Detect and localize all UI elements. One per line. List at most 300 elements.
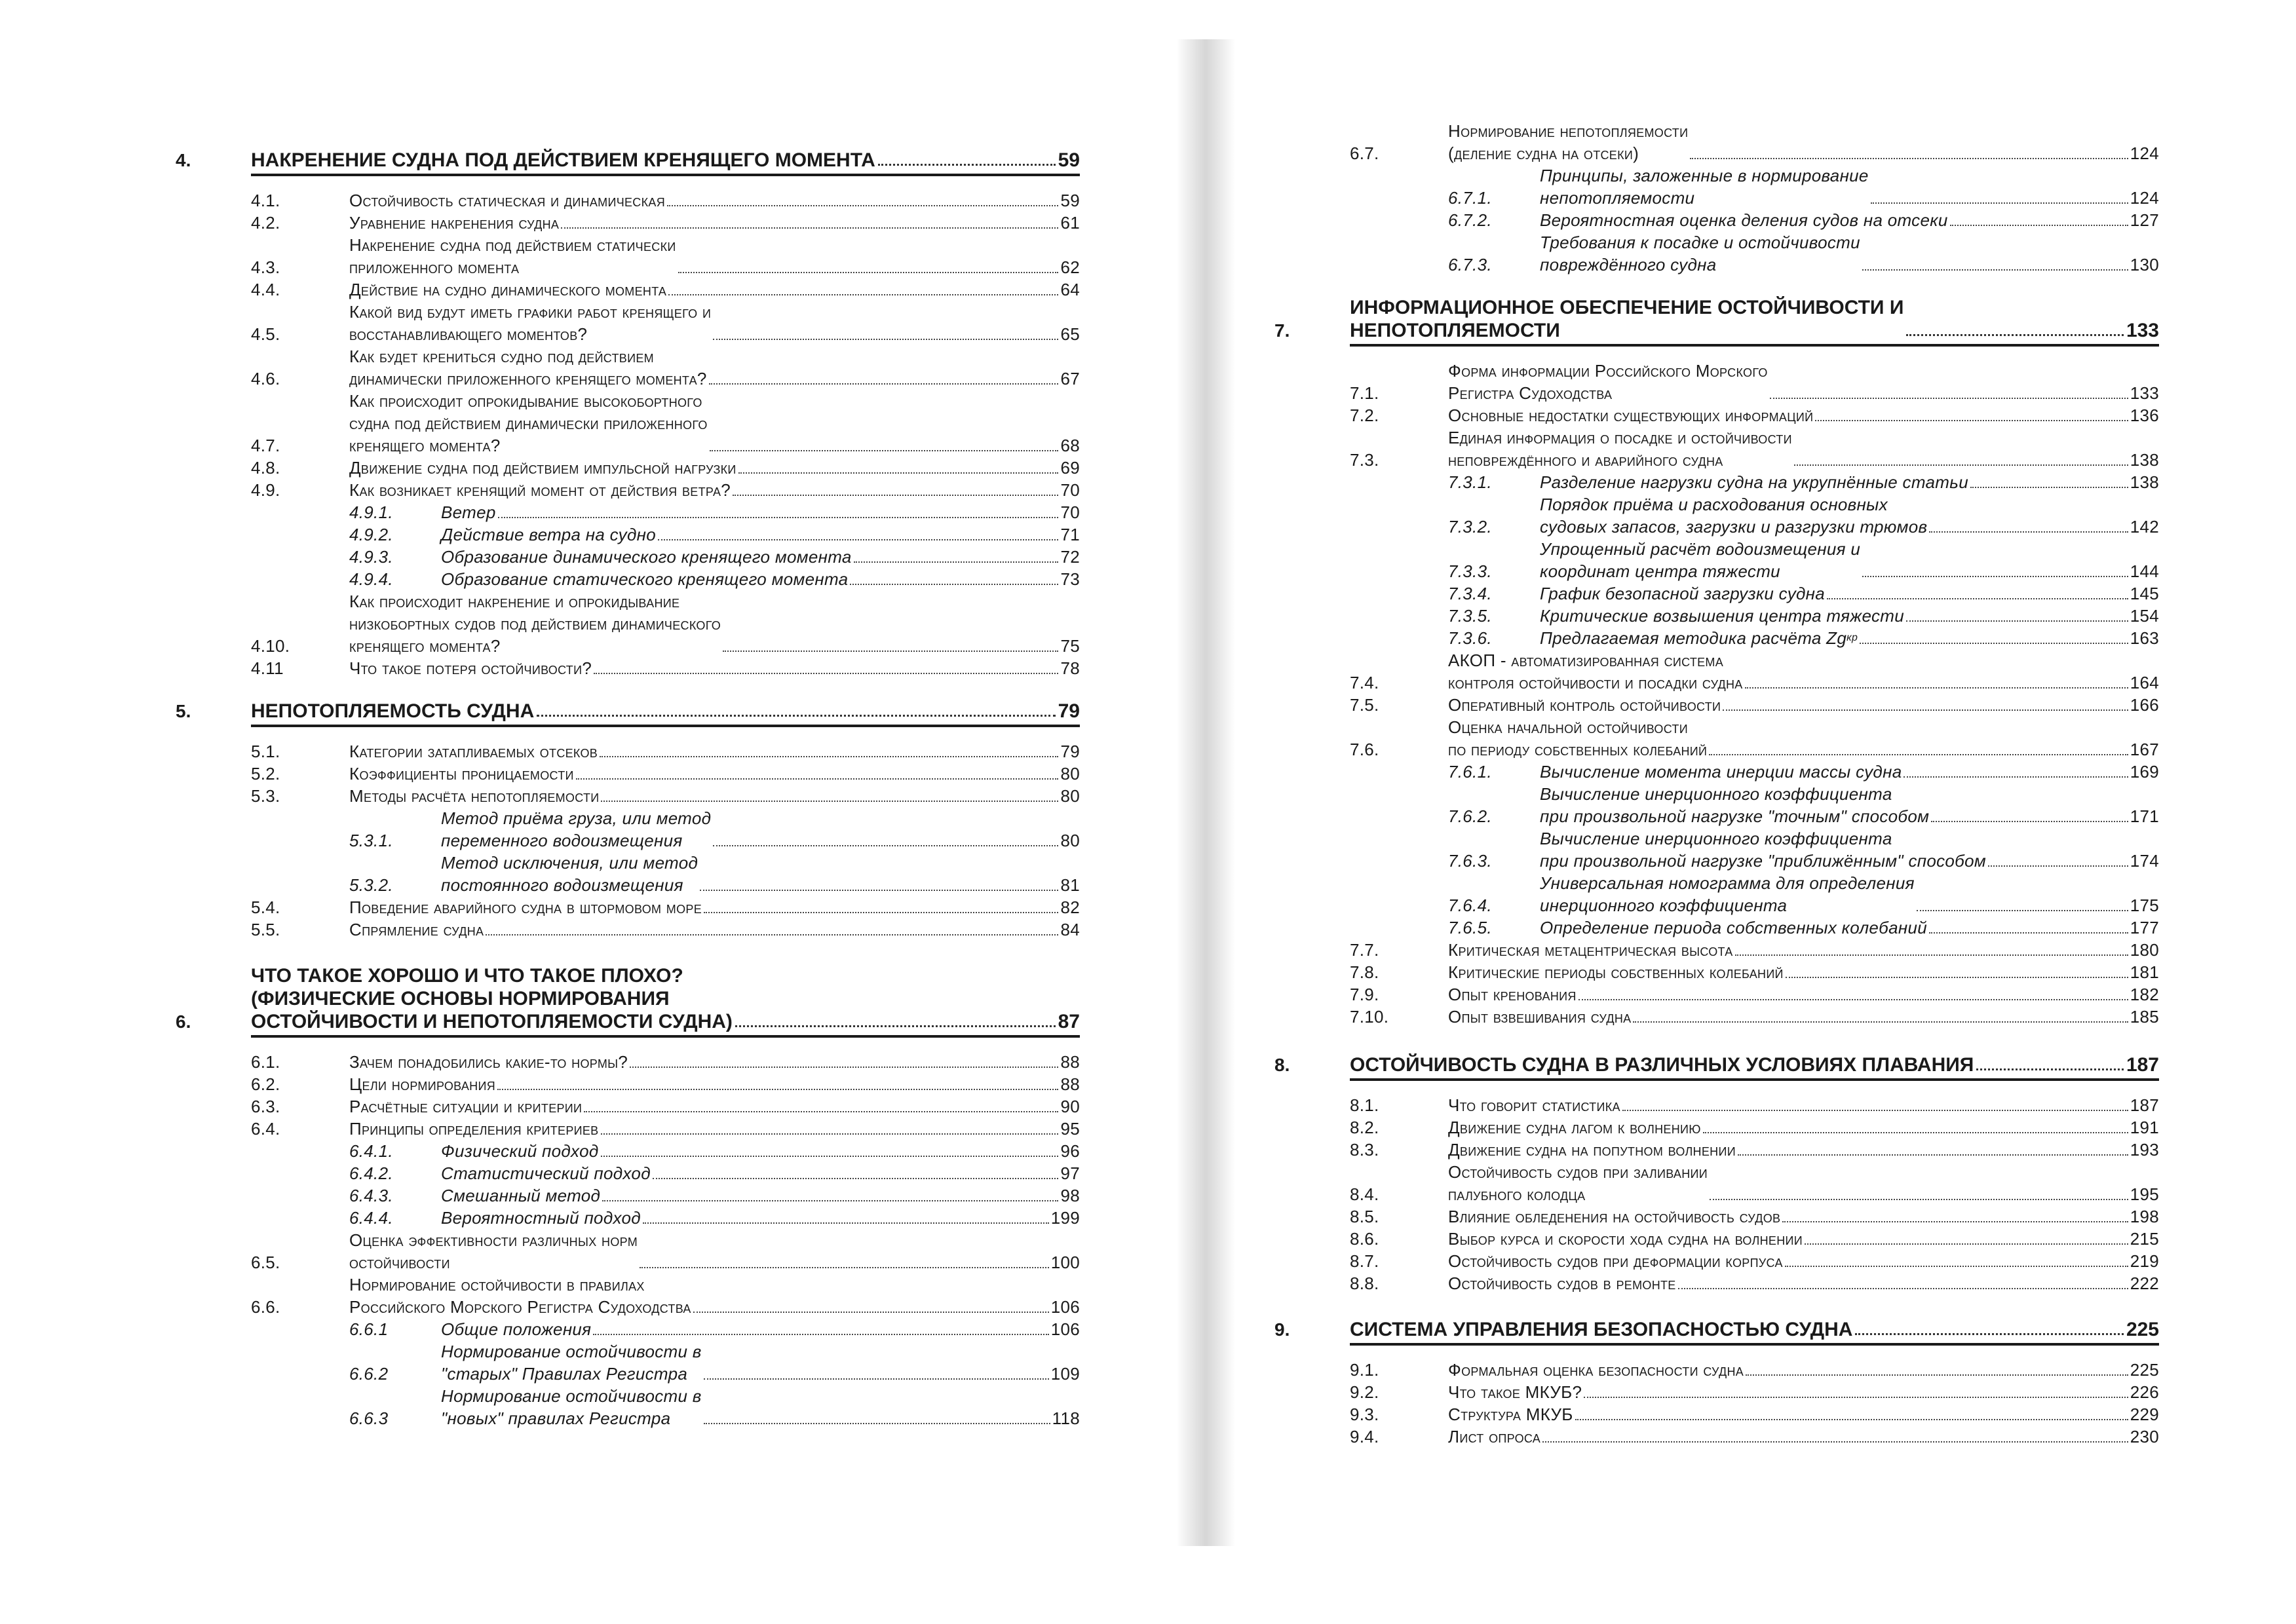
entry-number: 7.6.4. bbox=[1448, 896, 1492, 915]
chapter-entries bbox=[251, 1051, 1080, 1429]
entry-title: Как происходит опрокидывание высокобортного судна под действием динамически приложенного кренящего момента? bbox=[349, 391, 708, 455]
entry-number: 7.6.3. bbox=[1448, 851, 1492, 871]
entry-page-number: 177 bbox=[2130, 918, 2159, 937]
toc-section-entry bbox=[1350, 1272, 2159, 1294]
chapter-heading bbox=[1274, 1318, 2159, 1341]
entry-number: 9.2. bbox=[1350, 1382, 1379, 1402]
dot-leader bbox=[738, 472, 1059, 474]
toc-subsection-entry bbox=[251, 1318, 1080, 1340]
entry-number: 7.3.3. bbox=[1448, 561, 1492, 581]
entry-page-number: 142 bbox=[2130, 517, 2159, 537]
dot-leader bbox=[704, 1378, 1049, 1380]
entry-title: Что такое потеря остойчивости? bbox=[349, 658, 592, 678]
entry-number: 6.4. bbox=[251, 1119, 280, 1139]
entry-page-number: 97 bbox=[1060, 1163, 1080, 1183]
dot-leader bbox=[1931, 821, 2128, 822]
entry-number: 9.4. bbox=[1350, 1427, 1379, 1446]
dot-leader bbox=[1988, 865, 2128, 867]
entry-number: 4.7. bbox=[251, 436, 280, 455]
toc-section-entry bbox=[251, 1274, 1080, 1318]
toc-section-entry bbox=[1350, 1381, 2159, 1403]
chapter-underline bbox=[1350, 1078, 2159, 1081]
toc-subsection-entry bbox=[251, 1184, 1080, 1207]
toc-chapter bbox=[176, 964, 1080, 1429]
toc-subsection-entry bbox=[251, 1140, 1080, 1162]
chapter-title: ЧТО ТАКОЕ ХОРОШО И ЧТО ТАКОЕ ПЛОХО? (ФИЗИЧЕСКИЕ ОСНОВЫ НОРМИРОВАНИЯ ОСТОЙЧИВОСТИ И НЕПОТОПЛЯЕМОСТИ СУДНА) bbox=[251, 965, 733, 1032]
dot-leader bbox=[850, 584, 1058, 585]
entry-title: Критические возвышения центра тяжести bbox=[1540, 606, 1904, 626]
entry-number: 7.5. bbox=[1350, 695, 1379, 715]
toc-section-entry bbox=[251, 479, 1080, 501]
entry-page-number: 193 bbox=[2130, 1140, 2159, 1160]
entry-number: 6.4.2. bbox=[349, 1163, 393, 1183]
entry-page-number: 185 bbox=[2130, 1007, 2159, 1027]
toc-section-entry bbox=[1350, 649, 2159, 694]
dot-leader bbox=[561, 227, 1058, 229]
entry-page-number: 226 bbox=[2130, 1382, 2159, 1402]
entry-title: Накренение судна под действием статически приложенного момента bbox=[349, 235, 676, 277]
dot-leader bbox=[1542, 1441, 2128, 1443]
entry-title: Метод исключения, или метод постоянного водоизмещения bbox=[441, 853, 698, 895]
entry-page-number: 171 bbox=[2130, 806, 2159, 826]
entry-page-number: 130 bbox=[2130, 255, 2159, 274]
dot-leader bbox=[1782, 1221, 2128, 1222]
entry-page-number: 222 bbox=[2130, 1274, 2159, 1293]
dot-leader bbox=[601, 801, 1058, 802]
entry-number: 6.2. bbox=[251, 1074, 280, 1094]
toc-section-entry bbox=[1350, 1403, 2159, 1426]
entry-page-number: 133 bbox=[2130, 383, 2159, 403]
entry-title: Образование статического кренящего момента bbox=[441, 569, 849, 589]
dot-leader bbox=[1976, 1068, 2124, 1070]
toc-section-entry bbox=[251, 740, 1080, 763]
chapter-page-number: 133 bbox=[2126, 320, 2159, 341]
dot-leader bbox=[593, 1334, 1048, 1335]
entry-title: Нормирование непотопляемости (деление судна на отсеки) bbox=[1448, 121, 1689, 163]
entry-title: Остойчивость судов при заливании палубного колодца bbox=[1448, 1162, 1708, 1204]
entry-number: 4.2. bbox=[251, 213, 280, 233]
dot-leader bbox=[1862, 269, 2128, 271]
dot-leader bbox=[1584, 1397, 2128, 1398]
toc-subsection-entry bbox=[1350, 209, 2159, 231]
toc-subsection-entry bbox=[1350, 164, 2159, 209]
entry-page-number: 166 bbox=[2130, 695, 2159, 715]
dot-leader bbox=[878, 164, 1056, 166]
toc-section-entry bbox=[251, 234, 1080, 278]
chapter-entries bbox=[1350, 360, 2159, 1028]
entry-title: Смешанный метод bbox=[441, 1186, 601, 1205]
toc-section-entry bbox=[1350, 1250, 2159, 1272]
entry-page-number: 230 bbox=[2130, 1427, 2159, 1446]
dot-leader bbox=[854, 561, 1059, 563]
toc-subsection-entry bbox=[1350, 493, 2159, 538]
toc-section-entry bbox=[1350, 1161, 2159, 1205]
dot-leader bbox=[658, 539, 1058, 540]
entry-title: Требования к посадке и остойчивости повреждённого судна bbox=[1540, 233, 1860, 274]
entry-page-number: 79 bbox=[1060, 742, 1080, 761]
entry-page-number: 100 bbox=[1050, 1253, 1080, 1272]
entry-title: Общие положения bbox=[441, 1319, 592, 1339]
entry-title: АКОП - автоматизированная система контроля остойчивости и посадки судна bbox=[1448, 651, 1743, 692]
entry-number: 7.3.5. bbox=[1448, 606, 1492, 626]
entry-number: 6.4.1. bbox=[349, 1141, 393, 1161]
dot-leader bbox=[1860, 643, 2128, 644]
toc-subsection-entry bbox=[1350, 538, 2159, 582]
entry-title: Метод приёма груза, или метод переменного водоизмещения bbox=[441, 808, 712, 850]
entry-page-number: 106 bbox=[1050, 1319, 1080, 1339]
toc-section-entry bbox=[251, 1095, 1080, 1118]
entry-number: 4.9.2. bbox=[349, 525, 393, 544]
entry-number: 6.1. bbox=[251, 1052, 280, 1072]
entry-page-number: 180 bbox=[2130, 940, 2159, 960]
dot-leader bbox=[576, 778, 1059, 780]
entry-title: Форма информации Российского Морского Регистра Судоходства bbox=[1448, 361, 1768, 403]
chapter-number: 8. bbox=[1274, 1055, 1290, 1075]
entry-page-number: 71 bbox=[1060, 525, 1080, 544]
entry-number: 7.3.1. bbox=[1448, 472, 1492, 492]
entry-number: 8.2. bbox=[1350, 1118, 1379, 1137]
dot-leader bbox=[537, 715, 1055, 717]
entry-title: Выбор курса и скорости хода судна на волнении bbox=[1448, 1229, 1803, 1249]
chapter-entries bbox=[1350, 1094, 2159, 1294]
entry-title: Спрямление судна bbox=[349, 920, 484, 939]
dot-leader bbox=[1906, 334, 2124, 336]
dot-leader bbox=[498, 517, 1059, 518]
dot-leader bbox=[1703, 1132, 2128, 1133]
entry-title: Опыт взвешивания судна bbox=[1448, 1007, 1632, 1027]
entry-number: 4.9. bbox=[251, 480, 280, 500]
entry-page-number: 62 bbox=[1060, 257, 1080, 277]
chapter-underline bbox=[1350, 344, 2159, 347]
entry-title: Единая информация о посадке и остойчивости неповреждённого и аварийного судна bbox=[1448, 428, 1792, 470]
entry-title: Основные недостатки существующих информаций bbox=[1448, 406, 1814, 425]
toc-subsection-entry bbox=[251, 568, 1080, 590]
chapter-entries bbox=[251, 740, 1080, 941]
entry-page-number: 175 bbox=[2130, 896, 2159, 915]
entry-title: Предлагаемая методика расчёта Zg bbox=[1540, 628, 1847, 648]
entry-page-number: 80 bbox=[1060, 831, 1080, 850]
entry-title: Вероятностный подход bbox=[441, 1208, 641, 1228]
dot-leader bbox=[1723, 709, 2128, 711]
toc-section-entry bbox=[1350, 120, 2159, 164]
entry-title: Влияние обледенения на остойчивость судов bbox=[1448, 1207, 1781, 1226]
entry-title: Порядок приёма и расходования основных судовых запасов, загрузки и разгрузки трюмов bbox=[1540, 495, 1928, 537]
entry-title: Остойчивость статическая и динамическая bbox=[349, 191, 665, 210]
dot-leader bbox=[497, 1089, 1058, 1090]
dot-leader bbox=[1770, 398, 2128, 399]
toc-section-entry bbox=[251, 390, 1080, 457]
entry-page-number: 127 bbox=[2130, 210, 2159, 230]
entry-number: 7.6.5. bbox=[1448, 918, 1492, 937]
entry-page-number: 163 bbox=[2130, 628, 2159, 648]
entry-page-number: 195 bbox=[2130, 1184, 2159, 1204]
toc-section-entry bbox=[1350, 716, 2159, 761]
dot-leader bbox=[486, 934, 1058, 935]
entry-number: 6.4.4. bbox=[349, 1208, 393, 1228]
entry-number: 7.3. bbox=[1350, 450, 1379, 470]
entry-number: 6.4.3. bbox=[349, 1186, 393, 1205]
dot-leader bbox=[1970, 487, 2128, 488]
entry-title: Структура МКУБ bbox=[1448, 1405, 1573, 1424]
entry-title: Формальная оценка безопасности судна bbox=[1448, 1360, 1744, 1380]
dot-leader bbox=[668, 294, 1058, 295]
dot-leader bbox=[710, 450, 1059, 451]
entry-page-number: 70 bbox=[1060, 502, 1080, 522]
dot-leader bbox=[1917, 910, 2128, 911]
entry-page-number: 81 bbox=[1060, 875, 1080, 895]
entry-number: 7.10. bbox=[1350, 1007, 1389, 1027]
entry-title: Вычисление момента инерции массы судна bbox=[1540, 762, 1902, 782]
entry-number: 4.9.3. bbox=[349, 547, 393, 567]
entry-page-number: 174 bbox=[2130, 851, 2159, 871]
chapter-heading bbox=[176, 964, 1080, 1033]
toc-subsection-entry bbox=[1350, 605, 2159, 627]
dot-leader bbox=[640, 1267, 1049, 1268]
entry-page-number: 68 bbox=[1060, 436, 1080, 455]
entry-number: 7.2. bbox=[1350, 406, 1379, 425]
toc-section-entry bbox=[251, 212, 1080, 234]
entry-number: 9.1. bbox=[1350, 1360, 1379, 1380]
toc-subsection-entry bbox=[1350, 471, 2159, 493]
entry-page-number: 70 bbox=[1060, 480, 1080, 500]
entry-title: Категории затапливаемых отсеков bbox=[349, 742, 598, 761]
entry-title: Критическая метацентрическая высота bbox=[1448, 940, 1733, 960]
toc-subsection-entry bbox=[251, 546, 1080, 568]
entry-page-number: 80 bbox=[1060, 786, 1080, 806]
toc-subsection-entry bbox=[251, 807, 1080, 852]
entry-number: 7.6. bbox=[1350, 740, 1379, 759]
entry-title: Нормирование остойчивости в правилах Российского Морского Регистра Судоходства bbox=[349, 1275, 691, 1317]
dot-leader bbox=[704, 1423, 1050, 1424]
toc-section-entry bbox=[251, 301, 1080, 345]
dot-leader bbox=[1794, 464, 2128, 466]
entry-title: Движение судна лагом к волнению bbox=[1448, 1118, 1701, 1137]
toc-chapter bbox=[176, 700, 1080, 941]
dot-leader bbox=[1735, 954, 2128, 956]
toc-section-entry bbox=[1350, 404, 2159, 426]
toc-subsection-entry bbox=[1350, 872, 2159, 916]
dot-leader bbox=[704, 912, 1058, 913]
toc-section-entry bbox=[251, 657, 1080, 679]
chapter-number: 6. bbox=[176, 1011, 191, 1032]
entry-number: 8.8. bbox=[1350, 1274, 1379, 1293]
toc-section-entry bbox=[1350, 939, 2159, 961]
toc-chapter bbox=[176, 149, 1080, 679]
entry-title: Зачем понадобились какие-то нормы? bbox=[349, 1052, 628, 1072]
entry-page-number: 67 bbox=[1060, 369, 1080, 388]
entry-number: 7.1. bbox=[1350, 383, 1379, 403]
toc-section-entry bbox=[251, 1229, 1080, 1274]
chapter-underline bbox=[251, 1035, 1080, 1038]
entry-page-number: 69 bbox=[1060, 458, 1080, 478]
entry-number: 6.6. bbox=[251, 1297, 280, 1317]
entry-number: 6.6.2 bbox=[349, 1364, 389, 1384]
entry-title: Вычисление инерционного коэффициента при произвольной нагрузке "приближённым" способом bbox=[1540, 829, 1986, 871]
entry-title: Как будет крениться судно под действием динамически приложенного кренящего момента? bbox=[349, 347, 707, 388]
entry-number: 7.6.2. bbox=[1448, 806, 1492, 826]
entry-title: Оценка эффективности различных норм остойчивости bbox=[349, 1230, 638, 1272]
entry-page-number: 138 bbox=[2130, 472, 2159, 492]
entry-page-number: 136 bbox=[2130, 406, 2159, 425]
entry-number: 4.9.1. bbox=[349, 502, 393, 522]
chapter-title: СИСТЕМА УПРАВЛЕНИЯ БЕЗОПАСНОСТЬЮ СУДНА bbox=[1350, 1319, 1853, 1340]
toc-section-entry bbox=[251, 918, 1080, 941]
entry-number: 6.6.3 bbox=[349, 1408, 389, 1428]
entry-title: Уравнение накренения судна bbox=[349, 213, 560, 233]
chapter-number: 4. bbox=[176, 150, 191, 170]
dot-leader bbox=[733, 495, 1058, 496]
entry-number: 4.3. bbox=[251, 257, 280, 277]
entry-title: Остойчивость судов в ремонте bbox=[1448, 1274, 1676, 1293]
chapter-heading bbox=[1274, 296, 2159, 342]
dot-leader bbox=[1578, 999, 2128, 1000]
toc-chapter bbox=[1274, 296, 2159, 1028]
toc-section-entry bbox=[1350, 983, 2159, 1006]
entry-number: 5.2. bbox=[251, 764, 280, 784]
chapter-page-number: 187 bbox=[2126, 1054, 2159, 1076]
dot-leader bbox=[630, 1067, 1058, 1068]
toc-section-entry bbox=[1350, 360, 2159, 404]
entry-page-number: 145 bbox=[2130, 584, 2159, 603]
chapter-title: ИНФОРМАЦИОННОЕ ОБЕСПЕЧЕНИЕ ОСТОЙЧИВОСТИ И НЕПОТОПЛЯЕМОСТИ bbox=[1350, 297, 1904, 341]
toc-subsection-entry bbox=[251, 1385, 1080, 1429]
entry-number: 6.5. bbox=[251, 1253, 280, 1272]
entry-page-number: 98 bbox=[1060, 1186, 1080, 1205]
toc-section-entry bbox=[251, 1118, 1080, 1140]
entry-page-number: 215 bbox=[2130, 1229, 2159, 1249]
dot-leader bbox=[1786, 977, 2128, 978]
entry-page-number: 95 bbox=[1060, 1119, 1080, 1139]
book-spine-shadow bbox=[1176, 39, 1235, 1546]
entry-page-number: 78 bbox=[1060, 658, 1080, 678]
entry-page-number: 225 bbox=[2130, 1360, 2159, 1380]
dot-leader bbox=[735, 1025, 1056, 1027]
chapter-title: ОСТОЙЧИВОСТЬ СУДНА В РАЗЛИЧНЫХ УСЛОВИЯХ ПЛАВАНИЯ bbox=[1350, 1054, 1974, 1076]
dot-leader bbox=[653, 1178, 1059, 1179]
entry-page-number: 88 bbox=[1060, 1052, 1080, 1072]
dot-leader bbox=[643, 1222, 1049, 1224]
entry-title: Остойчивость судов при деформации корпуса bbox=[1448, 1251, 1783, 1271]
toc-section-entry bbox=[251, 785, 1080, 807]
chapter-entries bbox=[1350, 1359, 2159, 1448]
entry-number: 7.3.6. bbox=[1448, 628, 1492, 648]
chapter-heading bbox=[176, 700, 1080, 723]
chapter-number: 9. bbox=[1274, 1319, 1290, 1340]
entry-number: 7.9. bbox=[1350, 985, 1379, 1004]
entry-number: 4.4. bbox=[251, 280, 280, 299]
dot-leader bbox=[1815, 420, 2128, 421]
dot-leader bbox=[601, 1156, 1059, 1157]
dot-leader bbox=[1904, 776, 2128, 778]
dot-leader bbox=[1929, 531, 2128, 533]
entry-number: 5.4. bbox=[251, 897, 280, 917]
entry-page-number: 167 bbox=[2130, 740, 2159, 759]
toc-section-entry bbox=[251, 1073, 1080, 1095]
toc-subsection-entry bbox=[251, 1162, 1080, 1184]
entry-page-number: 75 bbox=[1060, 636, 1080, 656]
dot-leader bbox=[1906, 620, 2128, 622]
entry-page-number: 88 bbox=[1060, 1074, 1080, 1094]
dot-leader bbox=[1678, 1288, 2128, 1289]
entry-page-number: 82 bbox=[1060, 897, 1080, 917]
entry-page-number: 199 bbox=[1050, 1208, 1080, 1228]
entry-page-number: 187 bbox=[2130, 1095, 2159, 1115]
entry-title: Физический подход bbox=[441, 1141, 599, 1161]
dot-leader bbox=[667, 205, 1058, 206]
entry-number: 4.11 bbox=[251, 658, 284, 678]
entry-number: 7.8. bbox=[1350, 962, 1379, 982]
toc-section-entry bbox=[1350, 1006, 2159, 1028]
toc-subsection-entry bbox=[1350, 827, 2159, 872]
dot-leader bbox=[600, 756, 1058, 757]
toc-section-entry bbox=[1350, 1139, 2159, 1161]
entry-number: 7.6.1. bbox=[1448, 762, 1492, 782]
toc-section-entry bbox=[251, 1051, 1080, 1073]
entry-title: Определение периода собственных колебаний bbox=[1540, 918, 1927, 937]
dot-leader bbox=[1745, 687, 2128, 689]
toc-subsection-entry bbox=[1350, 761, 2159, 783]
chapter-number: 7. bbox=[1274, 320, 1290, 341]
entry-page-number: 164 bbox=[2130, 673, 2159, 692]
entry-page-number: 80 bbox=[1060, 764, 1080, 784]
dot-leader bbox=[584, 1111, 1058, 1112]
toc-section-entry bbox=[1350, 1116, 2159, 1139]
entry-title: Вероятностная оценка деления судов на отсеки bbox=[1540, 210, 1948, 230]
dot-leader bbox=[1805, 1243, 2128, 1245]
toc-chapter bbox=[1274, 1053, 2159, 1294]
dot-leader bbox=[713, 339, 1058, 340]
entry-title: График безопасной загрузки судна bbox=[1540, 584, 1826, 603]
dot-leader bbox=[1622, 1110, 2128, 1111]
entry-title: Движение судна под действием импульсной нагрузки bbox=[349, 458, 737, 478]
entry-page-number: 65 bbox=[1060, 324, 1080, 344]
toc-section-entry bbox=[1350, 1359, 2159, 1381]
entry-title: Расчётные ситуации и критерии bbox=[349, 1097, 583, 1116]
dot-leader bbox=[1855, 1333, 2123, 1335]
chapter-underline bbox=[251, 725, 1080, 727]
toc-section-entry bbox=[1350, 1426, 2159, 1448]
dot-leader bbox=[1862, 576, 2128, 577]
toc-subsection-entry bbox=[251, 523, 1080, 546]
toc-subsection-entry bbox=[1350, 916, 2159, 939]
chapter-title: НЕПОТОПЛЯЕМОСТЬ СУДНА bbox=[251, 700, 535, 722]
dot-leader bbox=[1929, 932, 2128, 934]
entry-page-number: 72 bbox=[1060, 547, 1080, 567]
entry-title: Нормирование остойчивости в "новых" правилах Регистра bbox=[441, 1386, 702, 1428]
chapter-page-number: 59 bbox=[1058, 149, 1080, 171]
entry-page-number: 64 bbox=[1060, 280, 1080, 299]
entry-title: Разделение нагрузки судна на укрупнённые статьи bbox=[1540, 472, 1968, 492]
dot-leader bbox=[713, 845, 1058, 846]
toc-section-entry bbox=[1350, 1094, 2159, 1116]
entry-title: Методы расчёта непотопляемости bbox=[349, 786, 600, 806]
entry-title: Нормирование остойчивости в "старых" Правилах Регистра bbox=[441, 1342, 702, 1384]
chapter-entries bbox=[251, 189, 1080, 679]
toc-subsection-entry bbox=[251, 1207, 1080, 1229]
dot-leader bbox=[678, 272, 1059, 273]
dot-leader bbox=[1950, 225, 2128, 226]
continued-entries bbox=[1350, 120, 2159, 276]
chapter-title: НАКРЕНЕНИЕ СУДНА ПОД ДЕЙСТВИЕМ КРЕНЯЩЕГО МОМЕНТА bbox=[251, 149, 875, 171]
toc-section-entry bbox=[1350, 1205, 2159, 1228]
dot-leader bbox=[723, 651, 1058, 652]
toc-section-entry bbox=[1350, 961, 2159, 983]
entry-number: 8.4. bbox=[1350, 1184, 1379, 1204]
dot-leader bbox=[1633, 1021, 2128, 1023]
dot-leader bbox=[700, 890, 1058, 891]
entry-title: Универсальная номограмма для определения инерционного коэффициента bbox=[1540, 873, 1915, 915]
chapter-page-number: 87 bbox=[1058, 1011, 1080, 1032]
